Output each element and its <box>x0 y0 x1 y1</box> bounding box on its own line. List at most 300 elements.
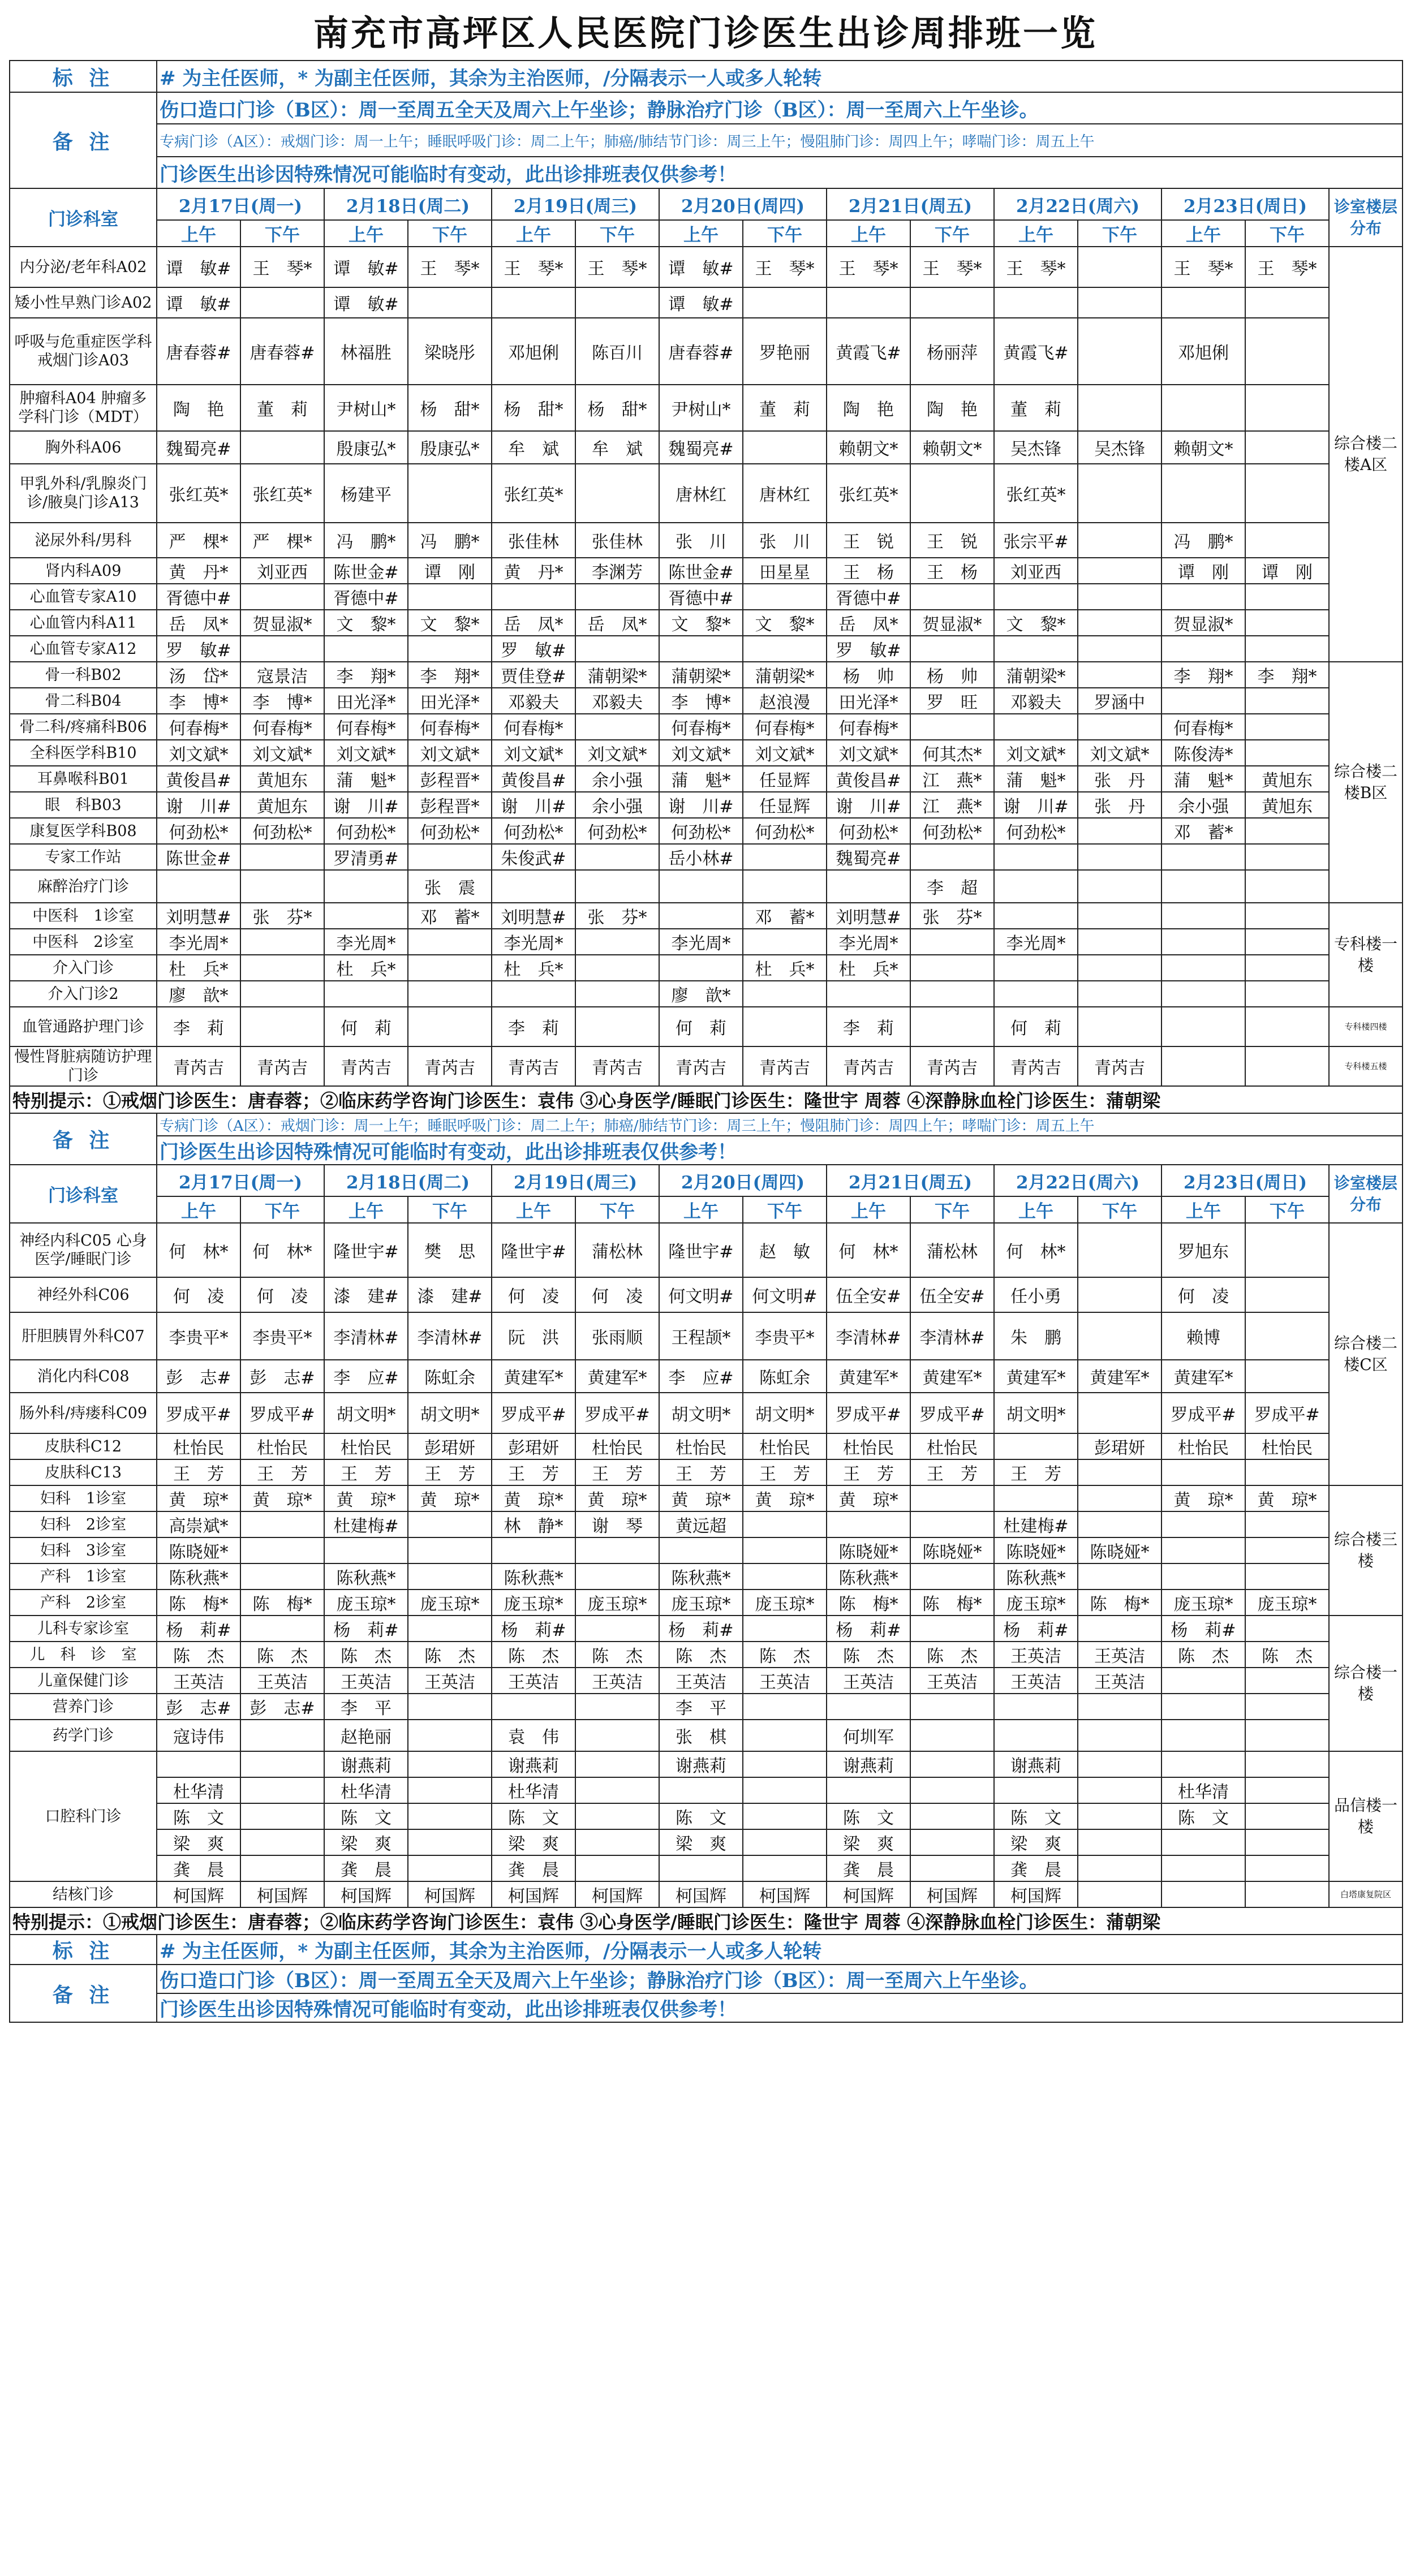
schedule-cell <box>994 844 1078 870</box>
schedule-cell <box>743 1694 827 1720</box>
schedule-cell <box>910 1007 994 1046</box>
pm-header: 下午 <box>408 220 492 247</box>
schedule-cell <box>240 1563 324 1589</box>
schedule-cell: 王 琴* <box>240 247 324 287</box>
remark-disclaimer-bottom: 门诊医生出诊因特殊情况可能临时有变动，此出诊排班表仅供参考！ <box>157 1993 1403 2022</box>
schedule-cell: 何 凌 <box>157 1277 240 1312</box>
table-row <box>10 1829 1403 1855</box>
schedule-cell <box>743 287 827 318</box>
table-row <box>10 157 1403 188</box>
schedule-cell <box>743 844 827 870</box>
schedule-cell: 彭 志# <box>157 1694 240 1720</box>
table-row <box>10 558 1403 584</box>
table-row <box>10 431 1403 464</box>
schedule-cell <box>1162 1668 1245 1694</box>
schedule-cell <box>1245 844 1329 870</box>
schedule-cell <box>910 636 994 662</box>
schedule-cell: 隆世宇# <box>659 1223 743 1277</box>
schedule-cell: 庞玉琼* <box>659 1589 743 1616</box>
schedule-cell: 李 博* <box>659 688 743 714</box>
schedule-cell: 董 莉 <box>743 385 827 431</box>
schedule-cell <box>1245 464 1329 523</box>
schedule-cell: 陈 文 <box>994 1803 1078 1829</box>
schedule-cell: 杜怡民 <box>910 1433 994 1459</box>
schedule-cell: 李 博* <box>240 688 324 714</box>
day-header: 2月22日(周六) <box>994 188 1162 220</box>
schedule-cell: 陈 杰 <box>827 1642 910 1668</box>
schedule-cell <box>1245 1803 1329 1829</box>
schedule-cell: 杨 莉# <box>492 1616 575 1642</box>
schedule-cell: 李光周* <box>157 929 240 955</box>
day-header: 2月20日(周四) <box>659 188 827 220</box>
schedule-cell: 陶 艳 <box>910 385 994 431</box>
schedule-cell: 王英洁 <box>1078 1668 1162 1694</box>
schedule-cell: 王英洁 <box>910 1668 994 1694</box>
am-header: 上午 <box>827 1196 910 1223</box>
schedule-cell <box>743 1511 827 1537</box>
table-row <box>10 1485 1403 1511</box>
dept-name: 神经外科C06 <box>10 1277 157 1312</box>
schedule-cell: 李光周* <box>492 929 575 955</box>
am-header: 上午 <box>659 220 743 247</box>
schedule-cell: 张 丹 <box>1078 766 1162 792</box>
schedule-cell: 胡文明* <box>324 1393 408 1433</box>
schedule-cell: 龚 晨 <box>994 1855 1078 1881</box>
schedule-cell: 柯国辉 <box>743 1881 827 1907</box>
schedule-cell: 刘文斌* <box>492 740 575 766</box>
schedule-cell <box>1162 929 1245 955</box>
schedule-cell: 李 超 <box>910 870 994 903</box>
schedule-cell: 谢 川# <box>994 792 1078 818</box>
schedule-cell: 岳小林# <box>659 844 743 870</box>
dept-name: 胸外科A06 <box>10 431 157 464</box>
table-row <box>10 903 1403 929</box>
schedule-cell: 青芮吉 <box>827 1046 910 1086</box>
schedule-cell: 黄俊昌# <box>157 766 240 792</box>
table-row <box>10 1393 1403 1433</box>
schedule-cell <box>1162 464 1245 523</box>
schedule-cell: 青芮吉 <box>324 1046 408 1086</box>
schedule-cell: 青芮吉 <box>575 1046 659 1086</box>
schedule-cell <box>1078 1720 1162 1751</box>
dept-name: 肝胆胰胃外科C07 <box>10 1312 157 1360</box>
schedule-cell: 青芮吉 <box>408 1046 492 1086</box>
schedule-cell: 伍全安# <box>910 1277 994 1312</box>
schedule-cell: 谢 川# <box>157 792 240 818</box>
dept-header: 门诊科室 <box>10 1165 157 1223</box>
schedule-cell: 陈晓娅* <box>827 1537 910 1563</box>
schedule-cell: 张 震 <box>408 870 492 903</box>
schedule-cell: 何文明# <box>659 1277 743 1312</box>
am-header: 上午 <box>1162 220 1245 247</box>
schedule-cell: 王 芳 <box>659 1459 743 1485</box>
schedule-cell <box>1078 1393 1162 1433</box>
pm-header: 下午 <box>1078 220 1162 247</box>
schedule-cell: 张 芬* <box>240 903 324 929</box>
schedule-cell <box>1162 287 1245 318</box>
schedule-cell <box>240 1720 324 1751</box>
schedule-cell <box>910 844 994 870</box>
schedule-cell: 黄建军* <box>827 1360 910 1393</box>
schedule-cell <box>1245 1829 1329 1855</box>
schedule-cell: 魏蜀亮# <box>157 431 240 464</box>
schedule-cell <box>743 1563 827 1589</box>
schedule-cell: 谭 刚 <box>408 558 492 584</box>
schedule-cell: 陈 梅* <box>827 1589 910 1616</box>
schedule-cell: 王程颉* <box>659 1312 743 1360</box>
schedule-cell: 文 黎* <box>408 610 492 636</box>
schedule-cell: 梁晓彤 <box>408 318 492 385</box>
schedule-cell: 胥德中# <box>827 584 910 610</box>
schedule-cell: 陈 杰 <box>743 1642 827 1668</box>
schedule-cell: 王英洁 <box>408 1668 492 1694</box>
table-row <box>10 1616 1403 1642</box>
am-header: 上午 <box>324 1196 408 1223</box>
schedule-cell <box>1078 610 1162 636</box>
am-header: 上午 <box>157 1196 240 1223</box>
schedule-cell: 蒲 魁* <box>324 766 408 792</box>
remark-special-clinics: 专病门诊（A区）：戒烟门诊：周一上午；睡眠呼吸门诊：周二上午；肺癌/肺结节门诊：周三上午；慢阻肺门诊：周四上午；哮喘门诊：周五上午 <box>157 124 1403 157</box>
schedule-cell <box>1078 929 1162 955</box>
schedule-cell: 罗成平# <box>157 1393 240 1433</box>
schedule-cell: 何 凌 <box>575 1277 659 1312</box>
schedule-cell: 蒲朝梁* <box>575 662 659 688</box>
floor-area: 综合楼三楼 <box>1329 1485 1403 1616</box>
schedule-cell: 王 琴* <box>408 247 492 287</box>
table-row <box>10 92 1403 124</box>
day-header: 2月22日(周六) <box>994 1165 1162 1196</box>
schedule-cell <box>1245 1511 1329 1537</box>
am-header: 上午 <box>827 220 910 247</box>
day-header: 2月21日(周五) <box>827 188 994 220</box>
day-header: 2月20日(周四) <box>659 1165 827 1196</box>
schedule-cell: 梁 爽 <box>157 1829 240 1855</box>
schedule-cell: 余小强 <box>575 792 659 818</box>
schedule-cell: 黄 琼* <box>827 1485 910 1511</box>
schedule-cell: 青芮吉 <box>1078 1046 1162 1086</box>
schedule-cell: 王英洁 <box>324 1668 408 1694</box>
schedule-cell: 冯 鹏* <box>1162 523 1245 558</box>
schedule-cell <box>1245 1312 1329 1360</box>
schedule-cell: 黄旭东 <box>240 792 324 818</box>
am-header: 上午 <box>492 1196 575 1223</box>
schedule-cell: 高崇斌* <box>157 1511 240 1537</box>
table-row <box>10 1433 1403 1459</box>
schedule-cell: 杨建平 <box>324 464 408 523</box>
schedule-cell: 岳 凤* <box>157 610 240 636</box>
dept-name: 骨二科/疼痛科B06 <box>10 714 157 740</box>
schedule-cell <box>743 1616 827 1642</box>
schedule-cell: 杨 帅 <box>827 662 910 688</box>
schedule-cell: 胥德中# <box>659 584 743 610</box>
schedule-cell <box>994 870 1078 903</box>
table-row <box>10 1563 1403 1589</box>
schedule-cell: 田星星 <box>743 558 827 584</box>
dept-name: 矮小性早熟门诊A02 <box>10 287 157 318</box>
schedule-cell: 谭 敏# <box>659 247 743 287</box>
schedule-cell <box>1078 1694 1162 1720</box>
schedule-cell <box>240 981 324 1007</box>
am-header: 上午 <box>659 1196 743 1223</box>
schedule-cell <box>1078 1855 1162 1881</box>
schedule-cell: 何劲松* <box>240 818 324 844</box>
schedule-cell <box>1245 431 1329 464</box>
schedule-cell <box>575 955 659 981</box>
table-row <box>10 1907 1403 1935</box>
schedule-cell: 何春梅* <box>157 714 240 740</box>
schedule-cell: 庞玉琼* <box>324 1589 408 1616</box>
schedule-cell: 谭 敏# <box>324 287 408 318</box>
table-row <box>10 1459 1403 1485</box>
table-row <box>10 1223 1403 1277</box>
schedule-cell: 刘文斌* <box>157 740 240 766</box>
schedule-cell: 何劲松* <box>659 818 743 844</box>
dept-name: 产科 1诊室 <box>10 1563 157 1589</box>
schedule-cell <box>1162 1855 1245 1881</box>
schedule-cell <box>1078 981 1162 1007</box>
schedule-cell: 黄 丹* <box>492 558 575 584</box>
pm-header: 下午 <box>408 1196 492 1223</box>
schedule-cell: 何春梅* <box>240 714 324 740</box>
schedule-cell <box>408 464 492 523</box>
schedule-cell: 朱俊武# <box>492 844 575 870</box>
schedule-cell: 黄 琼* <box>1245 1485 1329 1511</box>
day-header: 2月21日(周五) <box>827 1165 994 1196</box>
schedule-cell: 黄建军* <box>994 1360 1078 1393</box>
pm-header: 下午 <box>910 220 994 247</box>
schedule-cell: 王 芳 <box>157 1459 240 1485</box>
schedule-cell: 王 琴* <box>492 247 575 287</box>
table-row <box>10 1113 1403 1136</box>
schedule-cell <box>743 584 827 610</box>
schedule-cell: 张 丹 <box>1078 792 1162 818</box>
schedule-cell: 彭程晋* <box>408 766 492 792</box>
schedule-cell <box>408 1616 492 1642</box>
schedule-cell: 李 莉 <box>492 1007 575 1046</box>
schedule-cell: 何 林* <box>827 1223 910 1277</box>
schedule-cell: 唐林红 <box>659 464 743 523</box>
schedule-cell <box>575 981 659 1007</box>
am-header: 上午 <box>324 220 408 247</box>
table-row <box>10 1046 1403 1086</box>
schedule-cell <box>408 1855 492 1881</box>
floor-area: 综合楼二楼C区 <box>1329 1223 1403 1485</box>
schedule-cell <box>659 955 743 981</box>
schedule-cell <box>408 1720 492 1751</box>
dept-name: 中医科 1诊室 <box>10 903 157 929</box>
schedule-cell: 刘亚西 <box>240 558 324 584</box>
schedule-cell: 李 翔* <box>324 662 408 688</box>
schedule-cell: 杜华清 <box>1162 1777 1245 1803</box>
schedule-cell: 罗成平# <box>1245 1393 1329 1433</box>
schedule-cell <box>324 903 408 929</box>
schedule-cell: 陈 文 <box>157 1803 240 1829</box>
pm-header: 下午 <box>575 1196 659 1223</box>
schedule-cell: 何春梅* <box>408 714 492 740</box>
schedule-cell: 刘文斌* <box>408 740 492 766</box>
schedule-cell <box>910 955 994 981</box>
schedule-cell: 刘文斌* <box>575 740 659 766</box>
schedule-cell <box>1078 903 1162 929</box>
schedule-cell: 柯国辉 <box>659 1881 743 1907</box>
schedule-cell <box>1078 1803 1162 1829</box>
schedule-cell: 贺显淑* <box>1162 610 1245 636</box>
schedule-cell <box>743 431 827 464</box>
schedule-cell: 王英洁 <box>827 1668 910 1694</box>
dept-name: 结核门诊 <box>10 1881 157 1907</box>
schedule-cell: 李 博* <box>157 688 240 714</box>
schedule-cell: 陈晓娅* <box>910 1537 994 1563</box>
area-header: 诊室楼层分布 <box>1329 188 1403 247</box>
schedule-cell <box>1078 818 1162 844</box>
schedule-cell <box>1078 385 1162 431</box>
schedule-cell <box>1078 870 1162 903</box>
schedule-cell <box>240 1829 324 1855</box>
schedule-cell: 张佳林 <box>575 523 659 558</box>
schedule-cell: 黄建军* <box>1078 1360 1162 1393</box>
table-row <box>10 1694 1403 1720</box>
schedule-cell: 柯国辉 <box>575 1881 659 1907</box>
schedule-cell: 杨 莉# <box>659 1616 743 1642</box>
schedule-cell <box>743 636 827 662</box>
schedule-cell: 廖 歆* <box>157 981 240 1007</box>
floor-area: 综合楼二楼B区 <box>1329 662 1403 903</box>
schedule-cell: 李清林# <box>910 1312 994 1360</box>
schedule-cell <box>994 287 1078 318</box>
dept-name: 儿 科 诊 室 <box>10 1642 157 1668</box>
schedule-cell <box>408 1511 492 1537</box>
dept-name: 甲乳外科/乳腺炎门诊/腋臭门诊A13 <box>10 464 157 523</box>
table-row <box>10 740 1403 766</box>
schedule-cell: 张 芬* <box>910 903 994 929</box>
schedule-cell <box>408 1803 492 1829</box>
schedule-cell: 文 黎* <box>743 610 827 636</box>
schedule-cell: 陈 杰 <box>157 1642 240 1668</box>
schedule-cell: 赖朝文* <box>910 431 994 464</box>
schedule-cell: 青芮吉 <box>743 1046 827 1086</box>
schedule-cell: 黄 琼* <box>157 1485 240 1511</box>
pm-header: 下午 <box>1245 1196 1329 1223</box>
schedule-cell <box>743 1751 827 1777</box>
remark-disclaimer: 门诊医生出诊因特殊情况可能临时有变动，此出诊排班表仅供参考！ <box>157 157 1403 188</box>
schedule-cell: 张红英* <box>157 464 240 523</box>
schedule-cell <box>1245 1751 1329 1777</box>
floor-area: 综合楼二楼A区 <box>1329 247 1403 662</box>
schedule-cell: 文 黎* <box>659 610 743 636</box>
schedule-cell: 彭 志# <box>240 1360 324 1393</box>
schedule-cell: 彭珺妍 <box>492 1433 575 1459</box>
schedule-cell: 李 应# <box>659 1360 743 1393</box>
table-row <box>10 1196 1403 1223</box>
schedule-cell <box>743 1855 827 1881</box>
schedule-cell: 庞玉琼* <box>743 1589 827 1616</box>
schedule-cell <box>1245 1777 1329 1803</box>
schedule-cell: 汤 岱* <box>157 662 240 688</box>
schedule-cell: 何 林* <box>240 1223 324 1277</box>
legend-note: # 为主任医师，* 为副主任医师，其余为主治医师，/分隔表示一人或多人轮转 <box>157 61 1403 92</box>
schedule-cell: 陈 文 <box>827 1803 910 1829</box>
label-beizhu-bottom: 备 注 <box>10 1965 157 2022</box>
schedule-cell: 龚 晨 <box>827 1855 910 1881</box>
schedule-cell <box>1078 1616 1162 1642</box>
table-row <box>10 636 1403 662</box>
special-tip: 特别提示：①戒烟门诊医生：唐春蓉；②临床药学咨询门诊医生：袁伟 ③心身医学/睡眠门诊医生：隆世宇 周蓉 ④深静脉血栓门诊医生：蒲朝梁 <box>10 1086 1403 1113</box>
table-row <box>10 955 1403 981</box>
schedule-cell: 谢 川# <box>827 792 910 818</box>
schedule-cell <box>1162 1751 1245 1777</box>
schedule-cell: 李贵平* <box>240 1312 324 1360</box>
schedule-cell <box>659 636 743 662</box>
schedule-cell <box>1078 1777 1162 1803</box>
schedule-cell: 庞玉琼* <box>1245 1589 1329 1616</box>
schedule-cell <box>1245 1855 1329 1881</box>
table-row <box>10 318 1403 385</box>
schedule-cell: 罗涵中 <box>1078 688 1162 714</box>
schedule-cell: 王英洁 <box>994 1642 1078 1668</box>
schedule-cell: 牟 斌 <box>492 431 575 464</box>
schedule-cell <box>743 1007 827 1046</box>
schedule-cell: 杜 兵* <box>743 955 827 981</box>
schedule-cell: 岳 凤* <box>575 610 659 636</box>
schedule-cell: 何其杰* <box>910 740 994 766</box>
schedule-cell: 李 莉 <box>157 1007 240 1046</box>
schedule-cell <box>1078 1751 1162 1777</box>
schedule-cell: 杜华清 <box>492 1777 575 1803</box>
schedule-cell <box>1245 955 1329 981</box>
schedule-cell: 梁 爽 <box>827 1829 910 1855</box>
schedule-cell <box>492 981 575 1007</box>
schedule-cell <box>743 1720 827 1751</box>
schedule-cell: 陈 杰 <box>575 1642 659 1668</box>
schedule-cell <box>910 981 994 1007</box>
schedule-cell <box>1245 636 1329 662</box>
label-beizhu-2: 备 注 <box>10 1113 157 1165</box>
schedule-cell: 吴杰锋 <box>1078 431 1162 464</box>
schedule-cell <box>1078 662 1162 688</box>
schedule-cell: 青芮吉 <box>157 1046 240 1086</box>
dept-name: 骨一科B02 <box>10 662 157 688</box>
dept-name: 介入门诊 <box>10 955 157 981</box>
schedule-cell <box>910 714 994 740</box>
schedule-cell <box>240 929 324 955</box>
schedule-cell: 王 琴* <box>575 247 659 287</box>
schedule-cell <box>910 1751 994 1777</box>
schedule-cell: 谢 琴 <box>575 1511 659 1537</box>
schedule-cell: 谭 刚 <box>1162 558 1245 584</box>
schedule-cell: 何春梅* <box>324 714 408 740</box>
schedule-cell: 刘亚西 <box>994 558 1078 584</box>
schedule-cell <box>1078 318 1162 385</box>
schedule-cell <box>910 1829 994 1855</box>
schedule-cell <box>1078 1312 1162 1360</box>
table-row <box>10 584 1403 610</box>
schedule-cell: 王 琴* <box>994 247 1078 287</box>
table-row <box>10 1642 1403 1668</box>
schedule-cell <box>1245 688 1329 714</box>
dept-name: 心血管专家A10 <box>10 584 157 610</box>
schedule-cell <box>575 287 659 318</box>
schedule-cell: 江 燕* <box>910 766 994 792</box>
schedule-cell: 唐林红 <box>743 464 827 523</box>
schedule-cell <box>994 1777 1078 1803</box>
schedule-cell <box>240 1803 324 1829</box>
remark-disclaimer-2: 门诊医生出诊因特殊情况可能临时有变动，此出诊排班表仅供参考！ <box>157 1136 1403 1165</box>
schedule-cell: 黄 琼* <box>743 1485 827 1511</box>
remark-special-clinics-2: 专病门诊（A区）：戒烟门诊：周一上午；睡眠呼吸门诊：周二上午；肺癌/肺结节门诊：周三上午；慢阻肺门诊：周四上午；哮喘门诊：周五上午 <box>157 1113 1403 1136</box>
table-row <box>10 981 1403 1007</box>
schedule-cell: 罗成平# <box>827 1393 910 1433</box>
schedule-cell: 杜 兵* <box>324 955 408 981</box>
